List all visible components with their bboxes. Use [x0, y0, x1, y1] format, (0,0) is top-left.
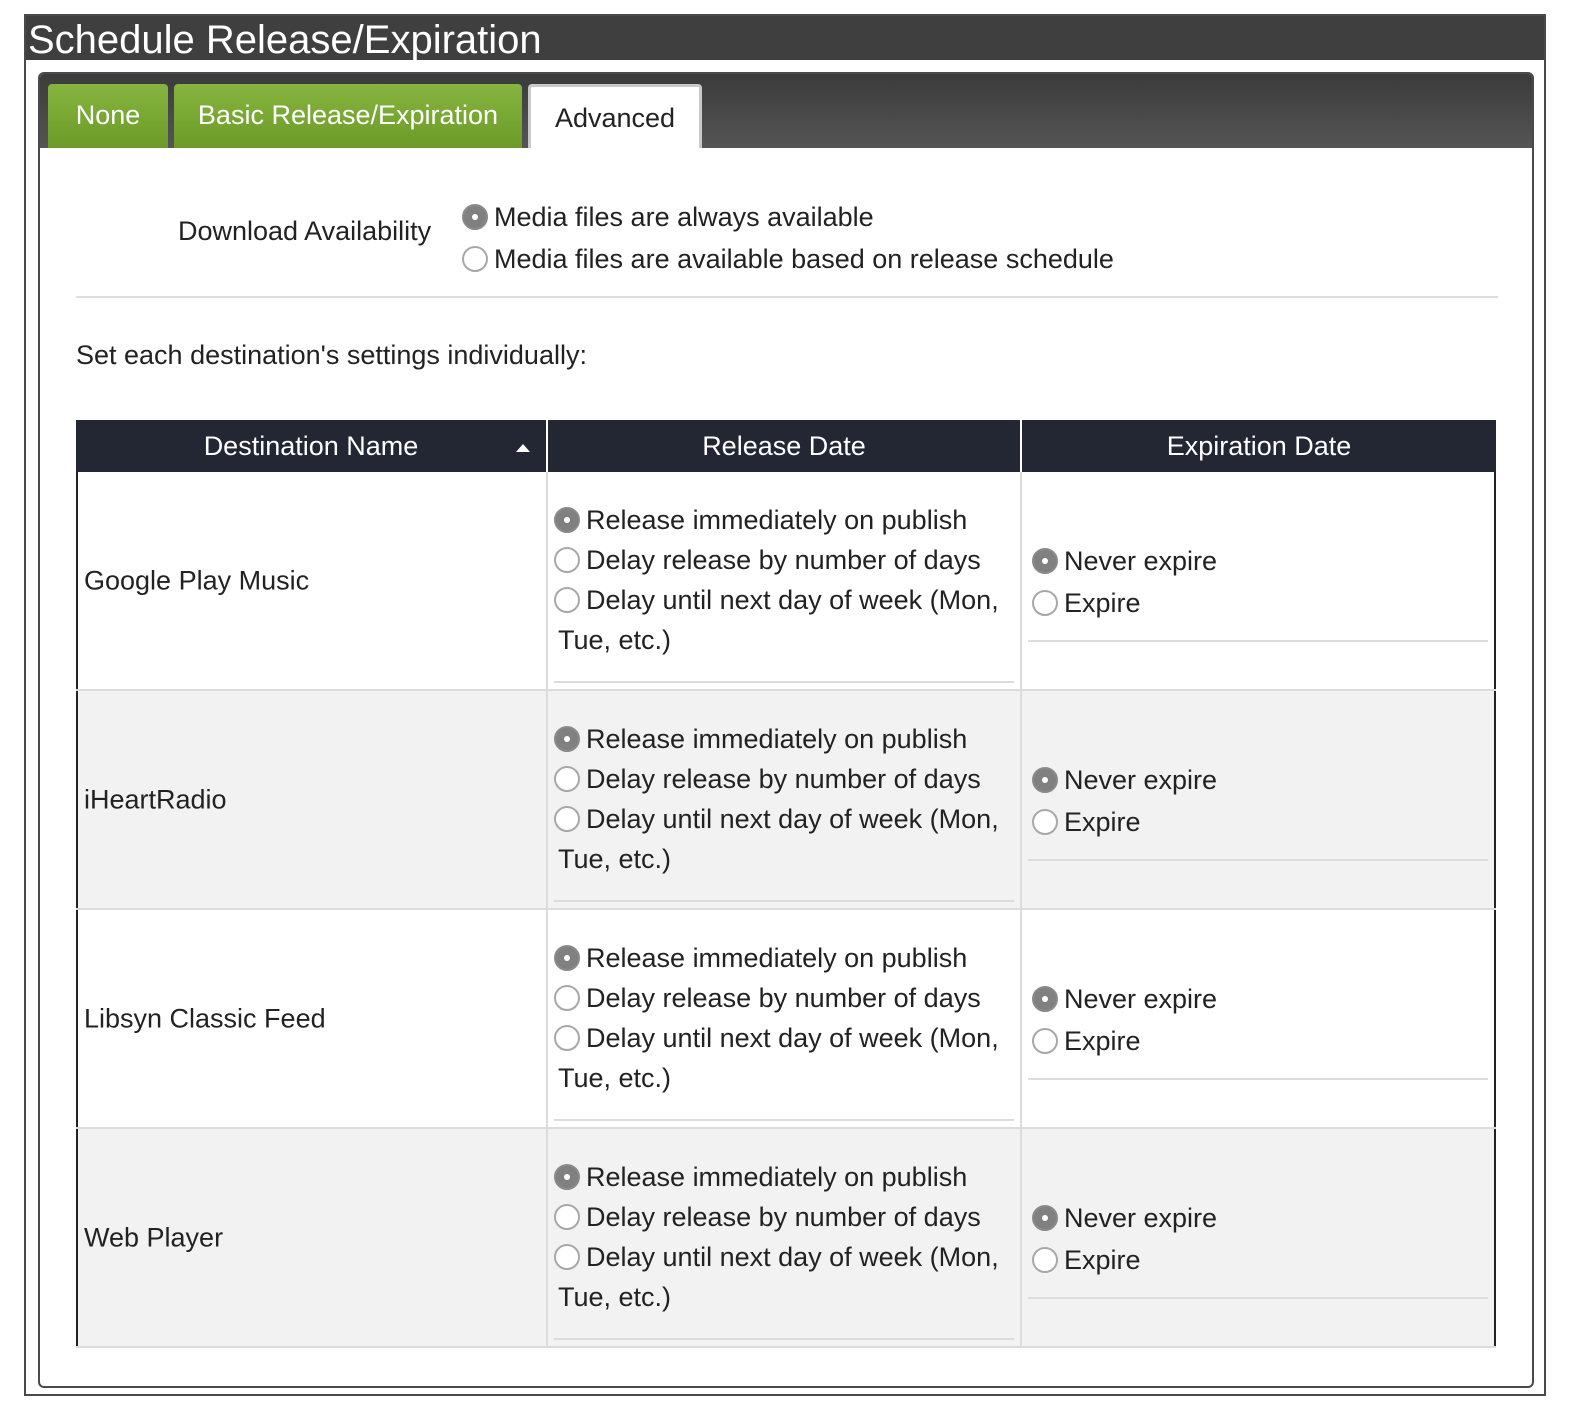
cell-divider: [1028, 1297, 1488, 1299]
radio-unchecked-icon[interactable]: [554, 985, 580, 1011]
release-date-cell: [546, 691, 1020, 908]
expiration-option-never[interactable]: Never expire: [1032, 759, 1217, 801]
release-option-next-weekday[interactable]: Delay until next day of week (Mon,: [554, 1237, 1014, 1277]
expiration-option-never[interactable]: Never expire: [1032, 978, 1217, 1020]
radio-unchecked-icon[interactable]: [554, 1025, 580, 1051]
release-option-delay-days[interactable]: Delay release by number of days: [554, 978, 1014, 1018]
availability-option-always[interactable]: Media files are always available: [462, 196, 1114, 238]
radio-checked-icon[interactable]: [1032, 986, 1058, 1012]
destination-cell: [76, 910, 546, 1127]
table-body: [76, 472, 1496, 1348]
cell-divider: [1028, 1078, 1488, 1080]
tab-none[interactable]: None: [48, 84, 168, 148]
intro-text: Set each destination's settings individually:: [76, 340, 587, 370]
release-option-next-weekday[interactable]: Delay until next day of week (Mon,: [554, 1018, 1014, 1058]
radio-unchecked-icon[interactable]: [1032, 1028, 1058, 1054]
release-options: [554, 500, 1014, 660]
cell-divider: [554, 900, 1014, 902]
expiration-options: [1032, 759, 1217, 843]
radio-unchecked-icon[interactable]: [554, 1244, 580, 1270]
tab-bar: [40, 74, 1532, 148]
destination-cell: [76, 691, 546, 908]
sort-ascending-icon[interactable]: [516, 444, 530, 452]
tab-advanced[interactable]: Advanced: [528, 84, 702, 148]
release-option-next-weekday[interactable]: Delay until next day of week (Mon,: [554, 580, 1014, 620]
radio-checked-icon[interactable]: [554, 726, 580, 752]
release-option-delay-days[interactable]: Delay release by number of days: [554, 1197, 1014, 1237]
radio-checked-icon[interactable]: [1032, 767, 1058, 793]
radio-unchecked-icon[interactable]: [1032, 590, 1058, 616]
expiration-option-expire[interactable]: Expire: [1032, 1239, 1217, 1281]
release-option-next-weekday-cont: Tue, etc.): [558, 1282, 672, 1312]
destination-name: Google Play Music: [84, 565, 310, 595]
expiration-options: [1032, 1197, 1217, 1281]
release-options: [554, 938, 1014, 1098]
destination-cell: [76, 472, 546, 689]
radio-checked-icon[interactable]: [554, 1164, 580, 1190]
header-expiration-date[interactable]: Expiration Date: [1020, 420, 1496, 472]
cell-divider: [1028, 859, 1488, 861]
radio-unchecked-icon[interactable]: [462, 246, 488, 272]
expiration-date-cell: [1020, 1129, 1496, 1346]
release-date-cell: [546, 1129, 1020, 1346]
radio-checked-icon[interactable]: [554, 507, 580, 533]
cell-divider: [1028, 640, 1488, 642]
table-header: [76, 420, 1496, 472]
table-row: [76, 910, 1496, 1129]
schedule-release-panel: [24, 14, 1546, 1396]
release-option-next-weekday[interactable]: Delay until next day of week (Mon,: [554, 799, 1014, 839]
radio-unchecked-icon[interactable]: [554, 547, 580, 573]
cell-divider: [554, 1338, 1014, 1340]
expiration-option-expire[interactable]: Expire: [1032, 582, 1217, 624]
availability-option-schedule[interactable]: Media files are available based on release schedule: [462, 238, 1114, 280]
expiration-options: [1032, 540, 1217, 624]
expiration-date-cell: [1020, 910, 1496, 1127]
cell-divider: [554, 1119, 1014, 1121]
radio-checked-icon[interactable]: [554, 945, 580, 971]
release-option-delay-days[interactable]: Delay release by number of days: [554, 540, 1014, 580]
release-option-immediate[interactable]: Release immediately on publish: [554, 1157, 1014, 1197]
radio-checked-icon[interactable]: [1032, 548, 1058, 574]
release-option-immediate[interactable]: Release immediately on publish: [554, 938, 1014, 978]
expiration-option-never[interactable]: Never expire: [1032, 540, 1217, 582]
release-options: [554, 1157, 1014, 1317]
release-date-cell: [546, 910, 1020, 1127]
release-date-cell: [546, 472, 1020, 689]
expiration-option-expire[interactable]: Expire: [1032, 1020, 1217, 1062]
tab-panel: [38, 72, 1534, 1388]
expiration-option-expire[interactable]: Expire: [1032, 801, 1217, 843]
release-option-next-weekday-cont: Tue, etc.): [558, 844, 672, 874]
download-availability-label: Download Availability: [178, 216, 432, 246]
panel-title: Schedule Release/Expiration: [26, 16, 1544, 60]
radio-checked-icon[interactable]: [1032, 1205, 1058, 1231]
destination-name: Web Player: [84, 1222, 224, 1252]
expiration-option-never[interactable]: Never expire: [1032, 1197, 1217, 1239]
radio-unchecked-icon[interactable]: [554, 1204, 580, 1230]
release-option-next-weekday-cont: Tue, etc.): [558, 625, 672, 655]
radio-unchecked-icon[interactable]: [1032, 809, 1058, 835]
section-divider: [76, 296, 1498, 298]
cell-divider: [554, 681, 1014, 683]
download-availability-options: [462, 196, 1114, 280]
table-row: [76, 691, 1496, 910]
expiration-date-cell: [1020, 691, 1496, 908]
header-destination-name[interactable]: Destination Name: [76, 420, 546, 472]
tab-basic-release-expiration[interactable]: Basic Release/Expiration: [174, 84, 522, 148]
release-option-immediate[interactable]: Release immediately on publish: [554, 500, 1014, 540]
destination-cell: [76, 1129, 546, 1346]
radio-unchecked-icon[interactable]: [554, 587, 580, 613]
radio-checked-icon[interactable]: [462, 204, 488, 230]
release-options: [554, 719, 1014, 879]
header-release-date[interactable]: Release Date: [546, 420, 1020, 472]
table-row: [76, 1129, 1496, 1348]
release-option-immediate[interactable]: Release immediately on publish: [554, 719, 1014, 759]
radio-unchecked-icon[interactable]: [1032, 1247, 1058, 1273]
expiration-date-cell: [1020, 472, 1496, 689]
release-option-delay-days[interactable]: Delay release by number of days: [554, 759, 1014, 799]
release-option-next-weekday-cont: Tue, etc.): [558, 1063, 672, 1093]
destinations-table: [76, 420, 1496, 1348]
radio-unchecked-icon[interactable]: [554, 766, 580, 792]
expiration-options: [1032, 978, 1217, 1062]
destination-name: Libsyn Classic Feed: [84, 1003, 326, 1033]
destination-name: iHeartRadio: [84, 784, 227, 814]
table-row: [76, 472, 1496, 691]
radio-unchecked-icon[interactable]: [554, 806, 580, 832]
